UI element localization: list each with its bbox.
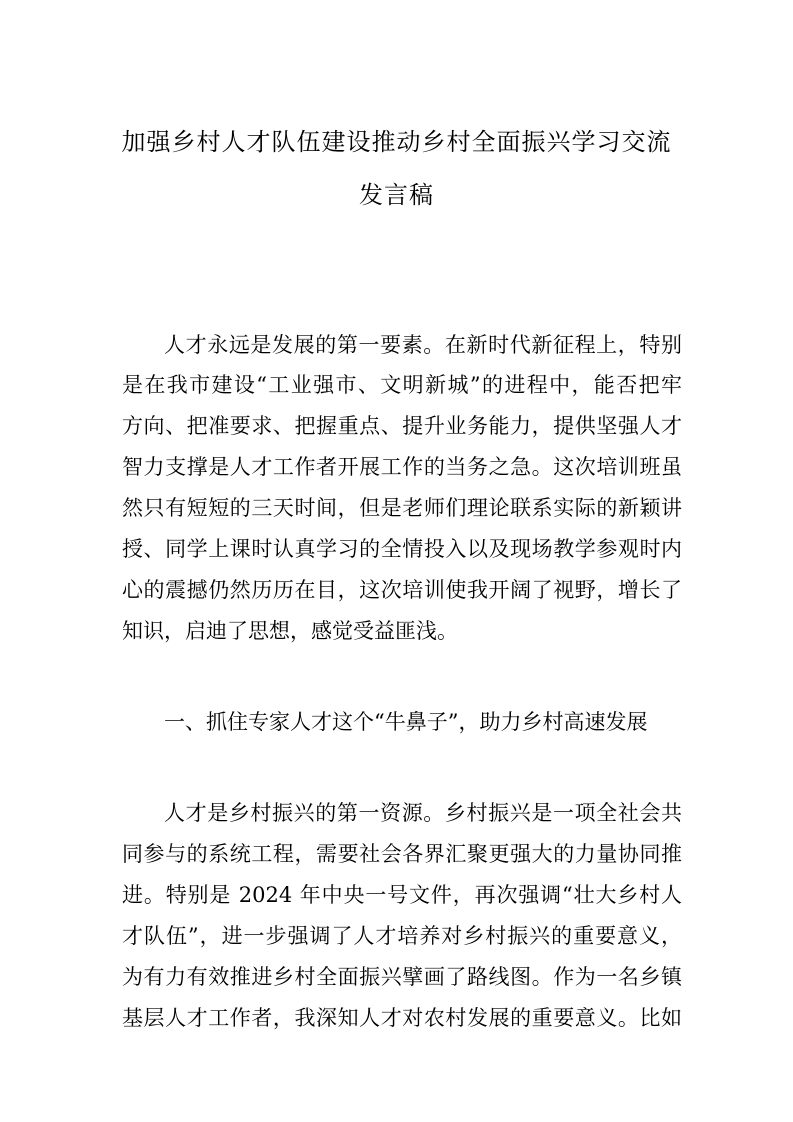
paragraph-line: 才队伍”，进一步强调了人才培养对乡村振兴的重要意义， [122,924,682,948]
paragraph-line: 方向、把准要求、把握重点、提升业务能力，提供坚强人才 [122,414,682,438]
paragraph-line: 心的震撼仍然历历在目，这次培训使我开阔了视野，增长了 [122,578,682,602]
paragraph-line: 知识，启迪了思想，感觉受益匪浅。 [122,619,458,643]
paragraph-line: 同参与的系统工程，需要社会各界汇聚更强大的力量协同推 [122,842,682,866]
document-title-line-2: 发言稿 [359,181,434,209]
paragraph-line: 是在我市建设“工业强市、文明新城”的进程中，能否把牢 [122,373,682,397]
paragraph-line: 基层人才工作者，我深知人才对农村发展的重要意义。比如 [122,1006,682,1030]
paragraph-line: 然只有短短的三天时间，但是老师们理论联系实际的新颖讲 [122,496,682,520]
section-heading: 一、抓住专家人才这个“牛鼻子”，助力乡村高速发展 [164,710,648,734]
paragraph-line: 人才是乡村振兴的第一资源。乡村振兴是一项全社会共 [164,801,682,825]
document-title-line-1: 加强乡村人才队伍建设推动乡村全面振兴学习交流 [121,128,672,156]
paragraph-line: 进。特别是 2024 年中央一号文件，再次强调“壮大乡村人 [122,883,682,907]
paragraph-line: 人才永远是发展的第一要素。在新时代新征程上，特别 [164,333,682,357]
paragraph-line: 智力支撑是人才工作者开展工作的当务之急。这次培训班虽 [122,455,682,479]
paragraph-line: 授、同学上课时认真学习的全情投入以及现场教学参观时内 [122,537,682,561]
paragraph-line: 为有力有效推进乡村全面振兴擘画了路线图。作为一名乡镇 [122,965,682,989]
